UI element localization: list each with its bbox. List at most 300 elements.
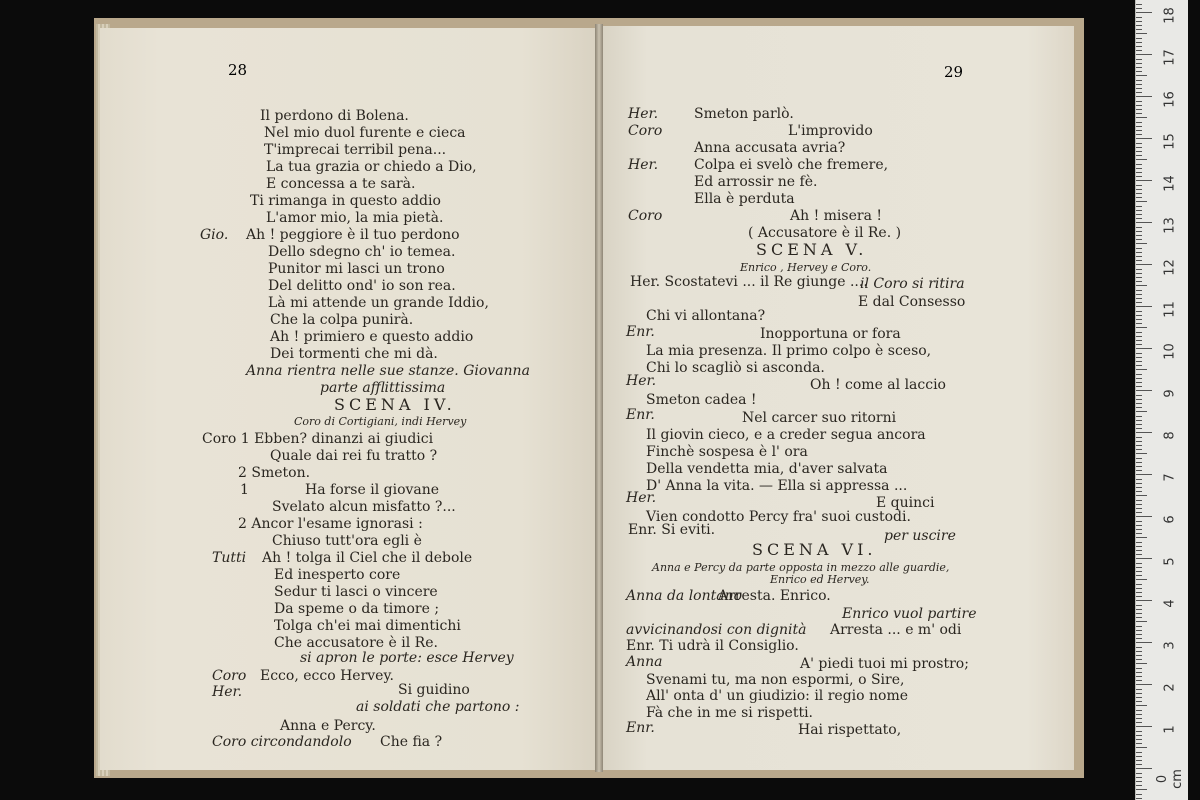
ruler-tick: [1136, 38, 1142, 39]
ruler-tick: [1136, 315, 1142, 316]
measuring-ruler: [1135, 0, 1188, 800]
ruler-tick: [1136, 437, 1142, 438]
verse-line: Enr. Ti udrà il Consiglio.: [626, 638, 799, 654]
ruler-tick: [1136, 462, 1142, 463]
ruler-label: 3: [1162, 641, 1178, 650]
ruler-tick: [1136, 348, 1152, 349]
ruler-tick: [1136, 197, 1142, 198]
ruler-tick: [1136, 54, 1152, 55]
verse-line: Enr. Si eviti.: [628, 522, 716, 538]
verse-line: Anna accusata avria?: [694, 140, 846, 156]
verse-line: Che accusatore è il Re.: [274, 635, 438, 651]
ruler-tick: [1136, 71, 1142, 72]
ruler-tick: [1136, 512, 1142, 513]
verse-line: Ah ! misera !: [790, 208, 882, 224]
verse-line: Ecco, ecco Hervey.: [260, 668, 394, 684]
speaker-or-direction: Her.: [626, 373, 657, 389]
verse-line: All' onta d' un giudizio: il regio nome: [646, 688, 909, 704]
ruler-tick: [1136, 122, 1142, 123]
stage-note: Anna e Percy da parte opposta in mezzo alle guardie,: [652, 561, 950, 574]
ruler-label: 13: [1162, 217, 1178, 234]
scene-title: SCENA V.: [756, 240, 868, 259]
verse-line: Chi lo scagliò si asconda.: [646, 360, 825, 376]
ruler-tick: [1136, 336, 1142, 337]
ruler-tick: [1136, 420, 1142, 421]
ruler-tick: [1136, 21, 1142, 22]
ruler-tick: [1136, 647, 1142, 648]
ruler-tick: [1136, 701, 1142, 702]
ruler-tick: [1136, 84, 1142, 85]
ruler-tick: [1136, 693, 1142, 694]
ruler-tick: [1136, 432, 1152, 433]
verse-line: Dello sdegno ch' io temea.: [268, 244, 456, 260]
ruler-tick: [1136, 382, 1142, 383]
ruler-label: 10: [1162, 343, 1178, 360]
verse-line: Chi vi allontana?: [646, 308, 766, 324]
ruler-tick: [1136, 285, 1147, 286]
ruler-tick: [1136, 567, 1142, 568]
verse-line: Quale dai rei fu tratto ?: [270, 448, 438, 464]
verse-line: Ed arrossir ne fè.: [694, 174, 818, 190]
ruler-tick: [1136, 537, 1147, 538]
speaker-or-direction: Coro: [212, 668, 247, 684]
verse-line: Si guidino: [398, 682, 470, 698]
ruler-tick: [1136, 449, 1142, 450]
ruler-tick: [1136, 378, 1142, 379]
ruler-tick: [1136, 445, 1142, 446]
ruler-tick: [1136, 458, 1142, 459]
verse-line: Smeton parlò.: [694, 106, 794, 122]
ruler-tick: [1136, 298, 1142, 299]
verse-line: Coro 1 Ebben? dinanzi ai giudici: [202, 431, 434, 447]
ruler-tick: [1136, 487, 1142, 488]
verse-line: E quinci: [876, 495, 935, 511]
ruler-tick: [1136, 353, 1142, 354]
ruler-tick: [1136, 638, 1142, 639]
ruler-tick: [1136, 214, 1142, 215]
ruler-tick: [1136, 642, 1152, 643]
ruler-label: 0 cm: [1155, 769, 1185, 789]
speaker-or-direction: Anna da lontano: [626, 588, 743, 604]
speaker-or-direction: Enr.: [626, 407, 655, 423]
ruler-tick: [1136, 311, 1142, 312]
speaker-or-direction: Enrico vuol partire: [842, 606, 977, 622]
ruler-tick: [1136, 584, 1142, 585]
speaker-or-direction: Her.: [628, 106, 659, 122]
ruler-tick: [1136, 764, 1142, 765]
ruler-tick: [1136, 428, 1142, 429]
ruler-tick: [1136, 613, 1142, 614]
right-page: [600, 26, 1074, 770]
speaker-or-direction: Her.: [626, 490, 657, 506]
ruler-tick: [1136, 302, 1142, 303]
scene-title: SCENA IV.: [334, 395, 456, 414]
ruler-tick: [1136, 374, 1142, 375]
verse-line: Vien condotto Percy fra' suoi custodi.: [646, 509, 911, 525]
ruler-tick: [1136, 617, 1142, 618]
ruler-tick: [1136, 164, 1142, 165]
ruler-tick: [1136, 760, 1142, 761]
verse-line: L'improvido: [788, 123, 873, 139]
book-gutter: [595, 24, 603, 772]
ruler-tick: [1136, 260, 1142, 261]
ruler-tick: [1136, 206, 1142, 207]
speaker-or-direction: per uscire: [884, 528, 956, 544]
speaker-or-direction: Enr.: [626, 324, 655, 340]
verse-line: D' Anna la vita. — Ella si appressa ...: [646, 478, 908, 494]
ruler-tick: [1136, 651, 1142, 652]
verse-line: Del delitto ond' io son rea.: [268, 278, 456, 294]
ruler-label: 7: [1162, 473, 1178, 482]
ruler-label: 6: [1162, 515, 1178, 524]
ruler-tick: [1136, 424, 1142, 425]
ruler-tick: [1136, 668, 1142, 669]
ruler-tick: [1136, 504, 1142, 505]
scene-title: SCENA VI.: [752, 540, 877, 559]
ruler-tick: [1136, 495, 1147, 496]
ruler-tick: [1136, 655, 1142, 656]
ruler-tick: [1136, 277, 1142, 278]
ruler-tick: [1136, 726, 1152, 727]
ruler-tick: [1136, 676, 1142, 677]
ruler-tick: [1136, 273, 1142, 274]
ruler-tick: [1136, 743, 1142, 744]
ruler-tick: [1136, 88, 1142, 89]
ruler-tick: [1136, 575, 1142, 576]
ruler-tick: [1136, 768, 1152, 769]
speaker-or-direction: Tutti: [212, 550, 247, 566]
ruler-label: 18: [1162, 7, 1178, 24]
speaker-or-direction: Coro circondandolo: [212, 734, 352, 750]
verse-line: E concessa a te sarà.: [266, 176, 416, 192]
verse-line: Inopportuna or fora: [760, 326, 901, 342]
ruler-tick: [1136, 327, 1147, 328]
ruler-label: 9: [1162, 389, 1178, 398]
ruler-tick: [1136, 550, 1142, 551]
ruler-tick: [1136, 659, 1142, 660]
ruler-tick: [1136, 386, 1142, 387]
verse-line: Tolga ch'ei mai dimentichi: [274, 618, 461, 634]
ruler-tick: [1136, 710, 1142, 711]
ruler-tick: [1136, 605, 1142, 606]
verse-line: Arresta ... e m' odi: [830, 622, 962, 638]
verse-line: ( Accusatore è il Re. ): [748, 225, 902, 241]
verse-line: La tua grazia or chiedo a Dio,: [266, 159, 477, 175]
ruler-tick: [1136, 663, 1147, 664]
ruler-tick: [1136, 33, 1147, 34]
verse-line: Oh ! come al laccio: [810, 377, 946, 393]
ruler-label: 11: [1162, 301, 1178, 318]
ruler-tick: [1136, 508, 1142, 509]
ruler-tick: [1136, 407, 1142, 408]
ruler-tick: [1136, 176, 1142, 177]
ruler-tick: [1136, 600, 1152, 601]
ruler-tick: [1136, 361, 1142, 362]
ruler-tick: [1136, 705, 1147, 706]
verse-line: Her. Scostatevi ... il Re giunge ....: [630, 274, 868, 290]
ruler-tick: [1136, 777, 1142, 778]
ruler-tick: [1136, 689, 1142, 690]
verse-line: Della vendetta mia, d'aver salvata: [646, 461, 888, 477]
verse-line: Ed inesperto core: [274, 567, 401, 583]
ruler-tick: [1136, 113, 1142, 114]
ruler-tick: [1136, 558, 1152, 559]
ruler-label: 14: [1162, 175, 1178, 192]
ruler-tick: [1136, 248, 1142, 249]
ruler-tick: [1136, 621, 1147, 622]
ruler-tick: [1136, 491, 1142, 492]
ruler-tick: [1136, 75, 1147, 76]
ruler-tick: [1136, 579, 1147, 580]
ruler-tick: [1136, 306, 1152, 307]
ruler-tick: [1136, 789, 1147, 790]
ruler-tick: [1136, 731, 1142, 732]
ruler-tick: [1136, 17, 1142, 18]
verse-line: Svenami tu, ma non espormi, o Sire,: [646, 672, 905, 688]
ruler-tick: [1136, 794, 1142, 795]
ruler-tick: [1136, 50, 1142, 51]
verse-line: Sedur ti lasci o vincere: [274, 584, 438, 600]
ruler-tick: [1136, 96, 1152, 97]
verse-line: Punitor mi lasci un trono: [268, 261, 445, 277]
ruler-tick: [1136, 747, 1147, 748]
verse-line: Anna e Percy.: [280, 718, 376, 734]
ruler-tick: [1136, 159, 1147, 160]
ruler-tick: [1136, 416, 1142, 417]
ruler-label: 12: [1162, 259, 1178, 276]
verse-line: Fà che in me si rispetti.: [646, 705, 814, 721]
ruler-tick: [1136, 411, 1147, 412]
ruler-tick: [1136, 117, 1147, 118]
ruler-tick: [1136, 684, 1152, 685]
ruler-tick: [1136, 294, 1142, 295]
ruler-tick: [1136, 474, 1152, 475]
left-page: [100, 28, 596, 770]
ruler-tick: [1136, 243, 1147, 244]
ruler-tick: [1136, 390, 1152, 391]
ruler-tick: [1136, 357, 1142, 358]
ruler-tick: [1136, 563, 1142, 564]
ruler-tick: [1136, 395, 1142, 396]
ruler-label: 2: [1162, 683, 1178, 692]
speaker-or-direction: ai soldati che partono :: [356, 699, 520, 715]
ruler-tick: [1136, 155, 1142, 156]
ruler-tick: [1136, 672, 1142, 673]
ruler-tick: [1136, 168, 1142, 169]
verse-line: Chiuso tutt'ora egli è: [272, 533, 422, 549]
right-page-number: 29: [944, 63, 964, 81]
ruler-tick: [1136, 46, 1142, 47]
ruler-tick: [1136, 441, 1142, 442]
speaker-or-direction: il Coro si ritira: [860, 276, 965, 292]
speaker-or-direction: Coro: [628, 208, 663, 224]
speaker-or-direction: si apron le porte: esce Hervey: [300, 650, 514, 666]
ruler-label: 8: [1162, 431, 1178, 440]
ruler-tick: [1136, 239, 1142, 240]
verse-line: Colpa ei svelò che fremere,: [694, 157, 889, 173]
ruler-tick: [1136, 546, 1142, 547]
ruler-tick: [1136, 634, 1142, 635]
stage-note: Enrico ed Hervey.: [770, 573, 870, 586]
verse-line: Che fia ?: [380, 734, 443, 750]
verse-line: Che la colpa punirà.: [270, 312, 414, 328]
ruler-tick: [1136, 109, 1142, 110]
ruler-tick: [1136, 714, 1142, 715]
speaker-or-direction: Anna: [626, 654, 663, 670]
ruler-label: 16: [1162, 91, 1178, 108]
ruler-tick: [1136, 4, 1142, 5]
ruler-tick: [1136, 134, 1142, 135]
verse-line: A' piedi tuoi mi prostro;: [800, 656, 969, 672]
speaker-or-direction: Her.: [628, 157, 659, 173]
ruler-tick: [1136, 130, 1142, 131]
ruler-tick: [1136, 8, 1142, 9]
verse-line: 2 Ancor l'esame ignorasi :: [238, 516, 423, 532]
verse-line: Ah ! peggiore è il tuo perdono: [246, 227, 460, 243]
speaker-or-direction: Coro: [628, 123, 663, 139]
ruler-tick: [1136, 525, 1142, 526]
ruler-tick: [1136, 697, 1142, 698]
speaker-or-direction: avvicinandosi con dignità: [626, 622, 807, 638]
ruler-tick: [1136, 470, 1142, 471]
ruler-tick: [1136, 500, 1142, 501]
ruler-tick: [1136, 554, 1142, 555]
verse-line: E dal Consesso: [858, 294, 966, 310]
ruler-tick: [1136, 269, 1142, 270]
ruler-tick: [1136, 42, 1142, 43]
ruler-tick: [1136, 626, 1142, 627]
ruler-tick: [1136, 592, 1142, 593]
ruler-tick: [1136, 201, 1147, 202]
ruler-label: 5: [1162, 557, 1178, 566]
ruler-tick: [1136, 365, 1142, 366]
ruler-tick: [1136, 143, 1142, 144]
ruler-tick: [1136, 718, 1142, 719]
ruler-tick: [1136, 773, 1142, 774]
ruler-tick: [1136, 180, 1152, 181]
ruler-label: 1: [1162, 725, 1178, 734]
ruler-tick: [1136, 147, 1142, 148]
ruler-tick: [1136, 332, 1142, 333]
ruler-tick: [1136, 722, 1142, 723]
ruler-tick: [1136, 630, 1142, 631]
ruler-tick: [1136, 403, 1142, 404]
ruler-tick: [1136, 281, 1142, 282]
verse-line: Svelato alcun misfatto ?...: [272, 499, 456, 515]
verse-line: Ah ! tolga il Ciel che il debole: [262, 550, 473, 566]
ruler-tick: [1136, 798, 1142, 799]
ruler-tick: [1136, 210, 1142, 211]
verse-line: Da speme o da timore ;: [274, 601, 440, 617]
ruler-tick: [1136, 571, 1142, 572]
verse-line: La mia presenza. Il primo colpo è sceso,: [646, 343, 932, 359]
ruler-tick: [1136, 63, 1142, 64]
verse-line: T'imprecai terribil pena...: [264, 142, 447, 158]
ruler-tick: [1136, 533, 1142, 534]
ruler-tick: [1136, 479, 1142, 480]
ruler-tick: [1136, 231, 1142, 232]
verse-line: Ti rimanga in questo addio: [250, 193, 441, 209]
verse-line: 1: [240, 482, 249, 498]
ruler-tick: [1136, 680, 1142, 681]
verse-line: 2 Smeton.: [238, 465, 311, 481]
speaker-or-direction: parte afflittissima: [320, 380, 446, 396]
ruler-tick: [1136, 256, 1142, 257]
verse-line: Smeton cadea !: [646, 392, 757, 408]
verse-line: Hai rispettato,: [798, 722, 902, 738]
ruler-tick: [1136, 453, 1147, 454]
ruler-tick: [1136, 193, 1142, 194]
verse-line: Ah ! primiero e questo addio: [270, 329, 474, 345]
stage-note: Enrico , Hervey e Coro.: [740, 261, 872, 274]
ruler-tick: [1136, 735, 1142, 736]
verse-line: Arresta. Enrico.: [718, 588, 831, 604]
verse-line: Nel mio duol furente e cieca: [264, 125, 466, 141]
ruler-tick: [1136, 227, 1142, 228]
stage-note: Coro di Cortigiani, indi Hervey: [294, 415, 467, 428]
ruler-tick: [1136, 344, 1142, 345]
ruler-tick: [1136, 323, 1142, 324]
verse-line: Nel carcer suo ritorni: [742, 410, 897, 426]
ruler-tick: [1136, 466, 1142, 467]
ruler-label: 15: [1162, 133, 1178, 150]
ruler-tick: [1136, 609, 1142, 610]
ruler-tick: [1136, 340, 1142, 341]
ruler-tick: [1136, 542, 1142, 543]
ruler-tick: [1136, 252, 1142, 253]
ruler-tick: [1136, 59, 1142, 60]
speaker-or-direction: Enr.: [626, 720, 655, 736]
ruler-tick: [1136, 172, 1142, 173]
verse-line: Il giovin cieco, e a creder segua ancora: [646, 427, 926, 443]
left-page-number: 28: [228, 61, 248, 79]
verse-line: Ha forse il giovane: [305, 482, 440, 498]
speaker-or-direction: Gio.: [200, 227, 229, 243]
ruler-tick: [1136, 222, 1152, 223]
ruler-tick: [1136, 529, 1142, 530]
verse-line: Là mi attende un grande Iddio,: [268, 295, 489, 311]
ruler-tick: [1136, 151, 1142, 152]
ruler-tick: [1136, 752, 1142, 753]
ruler-tick: [1136, 138, 1152, 139]
ruler-tick: [1136, 235, 1142, 236]
ruler-label: 17: [1162, 49, 1178, 66]
ruler-tick: [1136, 92, 1142, 93]
ruler-tick: [1136, 218, 1142, 219]
ruler-tick: [1136, 67, 1142, 68]
ruler-tick: [1136, 101, 1142, 102]
verse-line: Il perdono di Bolena.: [260, 108, 409, 124]
ruler-tick: [1136, 29, 1142, 30]
ruler-tick: [1136, 596, 1142, 597]
ruler-tick: [1136, 739, 1142, 740]
ruler-tick: [1136, 185, 1142, 186]
ruler-tick: [1136, 756, 1142, 757]
verse-line: Finchè sospesa è l' ora: [646, 444, 808, 460]
ruler-tick: [1136, 189, 1142, 190]
ruler-tick: [1136, 290, 1142, 291]
ruler-tick: [1136, 319, 1142, 320]
ruler-tick: [1136, 80, 1142, 81]
ruler-tick: [1136, 399, 1142, 400]
ruler-tick: [1136, 521, 1142, 522]
ruler-tick: [1136, 516, 1152, 517]
ruler-tick: [1136, 264, 1152, 265]
ruler-tick: [1136, 588, 1142, 589]
verse-line: Ella è perduta: [694, 191, 795, 207]
ruler-tick: [1136, 105, 1142, 106]
ruler-tick: [1136, 25, 1142, 26]
